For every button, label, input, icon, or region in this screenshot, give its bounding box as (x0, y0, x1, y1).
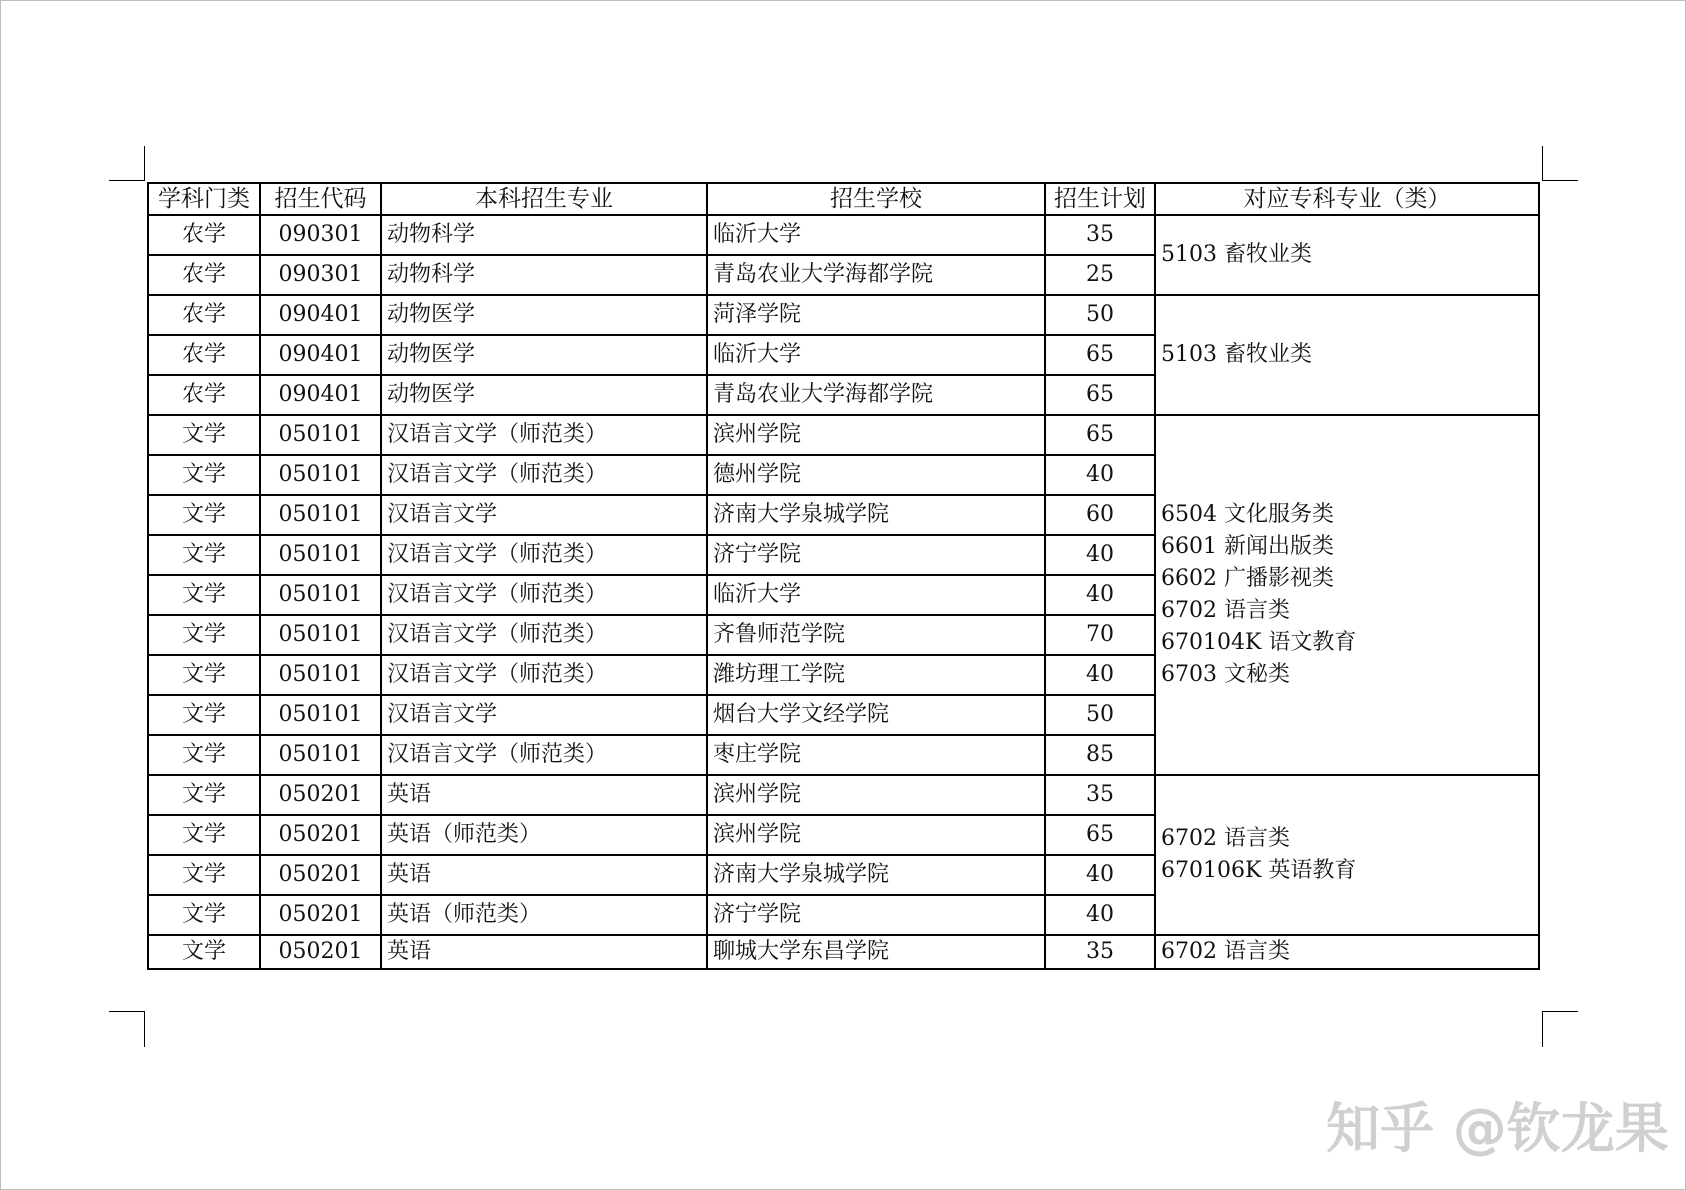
school-cell: 德州学院 (707, 455, 1045, 495)
crop-mark-top-right (1542, 146, 1543, 181)
major-cell: 英语（师范类） (381, 815, 707, 855)
mapping-line: 670104K 语文教育 (1161, 630, 1357, 655)
major-cell: 汉语言文学（师范类） (381, 615, 707, 655)
major-cell: 汉语言文学（师范类） (381, 655, 707, 695)
mapping-line: 670106K 英语教育 (1161, 858, 1357, 883)
plan-cell: 65 (1045, 415, 1155, 455)
code-cell: 050201 (260, 935, 381, 969)
header-major: 本科招生专业 (381, 183, 707, 215)
table-body (148, 215, 1539, 969)
school-cell: 滨州学院 (707, 775, 1045, 815)
plan-cell: 25 (1045, 255, 1155, 295)
plan-cell: 35 (1045, 215, 1155, 255)
major-cell: 动物医学 (381, 375, 707, 415)
major-cell: 动物科学 (381, 255, 707, 295)
school-cell: 济南大学泉城学院 (707, 855, 1045, 895)
mapping-cell (1155, 415, 1539, 775)
major-cell: 英语 (381, 855, 707, 895)
category-cell: 文学 (148, 895, 260, 935)
plan-cell: 65 (1045, 815, 1155, 855)
plan-cell: 35 (1045, 935, 1155, 969)
plan-cell: 60 (1045, 495, 1155, 535)
school-cell: 青岛农业大学海都学院 (707, 255, 1045, 295)
code-cell: 050101 (260, 575, 381, 615)
table-row (148, 935, 1539, 969)
mapping-line: 6703 文秘类 (1161, 662, 1290, 687)
category-cell: 农学 (148, 335, 260, 375)
watermark: 知乎 @钦龙果 (1326, 1097, 1669, 1160)
category-cell: 文学 (148, 655, 260, 695)
mapping-line: 6602 广播影视类 (1161, 566, 1334, 591)
code-cell: 090401 (260, 375, 381, 415)
code-cell: 050201 (260, 855, 381, 895)
plan-cell: 40 (1045, 895, 1155, 935)
mapping-line: 6702 语言类 (1161, 598, 1290, 623)
code-cell: 050101 (260, 535, 381, 575)
category-cell: 文学 (148, 815, 260, 855)
mapping-cell (1155, 775, 1539, 935)
major-cell: 动物医学 (381, 295, 707, 335)
crop-mark-bottom-left (109, 1011, 145, 1012)
mapping-line: 5103 畜牧业类 (1161, 242, 1312, 267)
crop-mark-bottom-right (1542, 1011, 1543, 1047)
table-row (148, 415, 1539, 455)
code-cell: 090401 (260, 295, 381, 335)
table-row (148, 215, 1539, 255)
mapping-line: 5103 畜牧业类 (1161, 342, 1312, 367)
category-cell: 农学 (148, 255, 260, 295)
school-cell: 潍坊理工学院 (707, 655, 1045, 695)
school-cell: 滨州学院 (707, 815, 1045, 855)
plan-cell: 40 (1045, 655, 1155, 695)
mapping-cell (1155, 935, 1539, 969)
crop-mark-bottom-left (144, 1011, 145, 1047)
plan-cell: 35 (1045, 775, 1155, 815)
category-cell: 文学 (148, 935, 260, 969)
category-cell: 文学 (148, 495, 260, 535)
major-cell: 英语（师范类） (381, 895, 707, 935)
category-cell: 农学 (148, 375, 260, 415)
code-cell: 090401 (260, 335, 381, 375)
category-cell: 文学 (148, 735, 260, 775)
plan-cell: 40 (1045, 855, 1155, 895)
plan-cell: 65 (1045, 375, 1155, 415)
category-cell: 文学 (148, 455, 260, 495)
code-cell: 050101 (260, 415, 381, 455)
header-mapping: 对应专科专业（类） (1155, 183, 1539, 215)
enrollment-table (147, 182, 1540, 970)
header-plan: 招生计划 (1045, 183, 1155, 215)
table-row (148, 775, 1539, 815)
school-cell: 济宁学院 (707, 895, 1045, 935)
category-cell: 文学 (148, 535, 260, 575)
school-cell: 济南大学泉城学院 (707, 495, 1045, 535)
major-cell: 英语 (381, 775, 707, 815)
category-cell: 文学 (148, 575, 260, 615)
code-cell: 090301 (260, 215, 381, 255)
code-cell: 050101 (260, 735, 381, 775)
plan-cell: 65 (1045, 335, 1155, 375)
crop-mark-bottom-right (1542, 1011, 1578, 1012)
header-code: 招生代码 (260, 183, 381, 215)
major-cell: 英语 (381, 935, 707, 969)
plan-cell: 40 (1045, 575, 1155, 615)
major-cell: 动物科学 (381, 215, 707, 255)
school-cell: 临沂大学 (707, 215, 1045, 255)
plan-cell: 70 (1045, 615, 1155, 655)
code-cell: 050201 (260, 775, 381, 815)
mapping-line: 6504 文化服务类 (1161, 502, 1334, 527)
mapping-cell (1155, 295, 1539, 415)
plan-cell: 50 (1045, 295, 1155, 335)
code-cell: 050101 (260, 655, 381, 695)
category-cell: 农学 (148, 295, 260, 335)
header-school: 招生学校 (707, 183, 1045, 215)
major-cell: 汉语言文学 (381, 495, 707, 535)
code-cell: 050201 (260, 815, 381, 855)
school-cell: 济宁学院 (707, 535, 1045, 575)
category-cell: 文学 (148, 615, 260, 655)
category-cell: 文学 (148, 415, 260, 455)
school-cell: 烟台大学文经学院 (707, 695, 1045, 735)
plan-cell: 40 (1045, 535, 1155, 575)
school-cell: 菏泽学院 (707, 295, 1045, 335)
major-cell: 汉语言文学（师范类） (381, 575, 707, 615)
mapping-line: 6702 语言类 (1161, 826, 1290, 851)
plan-cell: 40 (1045, 455, 1155, 495)
major-cell: 动物医学 (381, 335, 707, 375)
category-cell: 文学 (148, 695, 260, 735)
major-cell: 汉语言文学（师范类） (381, 735, 707, 775)
major-cell: 汉语言文学（师范类） (381, 415, 707, 455)
code-cell: 050101 (260, 455, 381, 495)
crop-mark-top-left (144, 146, 145, 181)
category-cell: 文学 (148, 855, 260, 895)
mapping-line: 6702 语言类 (1161, 939, 1290, 964)
major-cell: 汉语言文学（师范类） (381, 535, 707, 575)
school-cell: 临沂大学 (707, 335, 1045, 375)
school-cell: 聊城大学东昌学院 (707, 935, 1045, 969)
school-cell: 枣庄学院 (707, 735, 1045, 775)
code-cell: 050101 (260, 495, 381, 535)
school-cell: 临沂大学 (707, 575, 1045, 615)
major-cell: 汉语言文学（师范类） (381, 455, 707, 495)
mapping-line: 6601 新闻出版类 (1161, 534, 1334, 559)
plan-cell: 85 (1045, 735, 1155, 775)
mapping-cell (1155, 215, 1539, 295)
code-cell: 050201 (260, 895, 381, 935)
table-header-row (148, 183, 1539, 215)
crop-mark-top-left (109, 180, 145, 181)
category-cell: 文学 (148, 775, 260, 815)
school-cell: 滨州学院 (707, 415, 1045, 455)
school-cell: 齐鲁师范学院 (707, 615, 1045, 655)
code-cell: 050101 (260, 615, 381, 655)
school-cell: 青岛农业大学海都学院 (707, 375, 1045, 415)
table-row (148, 295, 1539, 335)
major-cell: 汉语言文学 (381, 695, 707, 735)
category-cell: 农学 (148, 215, 260, 255)
plan-cell: 50 (1045, 695, 1155, 735)
header-category: 学科门类 (148, 183, 260, 215)
crop-mark-top-right (1542, 180, 1578, 181)
code-cell: 050101 (260, 695, 381, 735)
code-cell: 090301 (260, 255, 381, 295)
